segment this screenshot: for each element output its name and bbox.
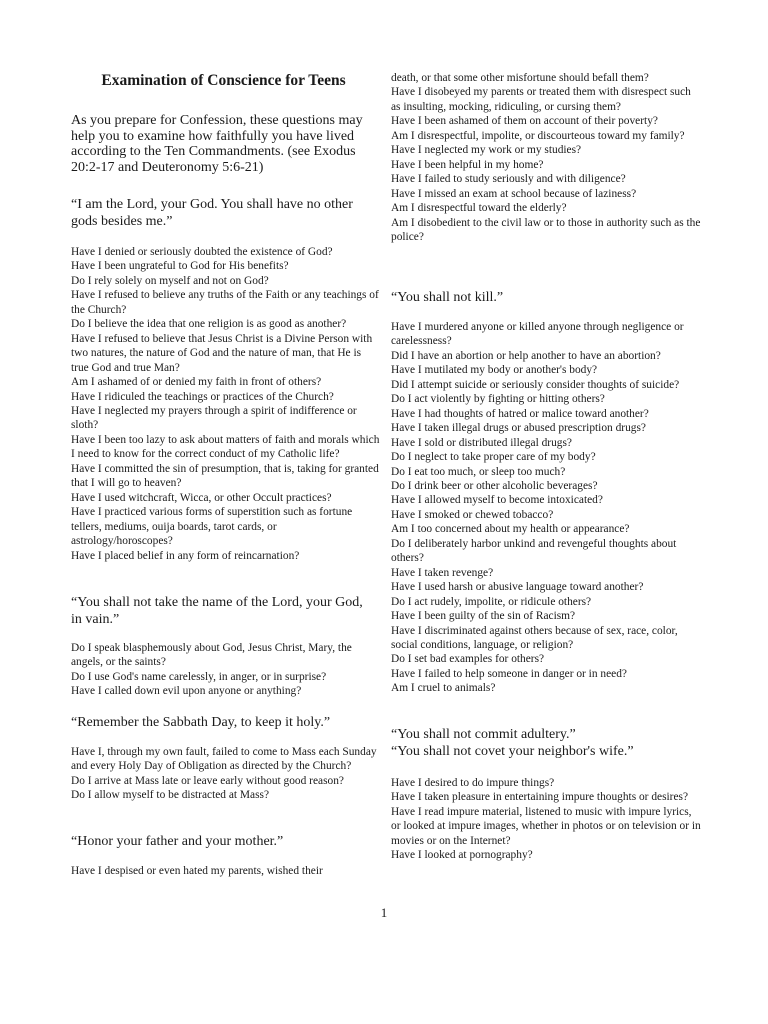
commandment-1-heading: “I am the Lord, your God. You shall have no other gods besides me.”	[71, 197, 353, 229]
page-number: 1	[380, 905, 388, 920]
question-item: Have I allowed myself to become intoxicated?	[391, 494, 603, 507]
question-item: Do I set bad examples for others?	[391, 653, 545, 666]
question-item: Am I disrespectful, impolite, or discourteous toward my family?	[391, 129, 685, 142]
question-item: Have I refused to believe any truths of the Faith or any teachings of the Church?	[71, 289, 379, 316]
question-item: Have I used witchcraft, Wicca, or other Occult practices?	[71, 491, 332, 504]
question-item: Have I mutilated my body or another's body?	[391, 364, 598, 377]
question-item: Do I arrive at Mass late or leave early without good reason?	[71, 774, 344, 787]
question-item: Have I committed the sin of presumption, that is, taking for granted that I will go to heaven?	[71, 462, 379, 490]
commandment-3-questions	[71, 745, 381, 803]
question-item: Have I failed to help someone in danger or in need?	[391, 667, 627, 680]
question-item: Do I deliberately harbor unkind and revengeful thoughts about others?	[391, 537, 677, 565]
question-item: Have I denied or seriously doubted the existence of God?	[71, 246, 333, 258]
question-item: Have I taken revenge?	[391, 566, 494, 579]
question-item: Have I read impure material, listened to music with impure lyrics, or looked at impure images, whether in photos or on television or in movies or on the Internet?	[391, 805, 701, 847]
question-item: Have I practiced various forms of superstition such as fortune tellers, mediums, ouija boards, tarot cards, or astrology/horoscopes?	[71, 506, 353, 548]
question-item: Have I desired to do impure things?	[391, 777, 555, 789]
question-item: death, or that some other misfortune should befall them?	[391, 72, 649, 84]
question-item: Am I disobedient to the civil law or to those in authority such as the police?	[391, 216, 701, 243]
question-item: Have I despised or even hated my parents, wished their	[71, 865, 323, 877]
question-item: Have I used harsh or abusive language toward another?	[391, 581, 644, 594]
question-item: Do I drink beer or other alcoholic beverages?	[391, 479, 598, 492]
commandment-4-questions-part1	[71, 864, 381, 878]
question-item: Have I neglected my work or my studies?	[391, 144, 582, 157]
question-item: Did I attempt suicide or seriously consider thoughts of suicide?	[391, 378, 680, 391]
commandment-4-heading: “Honor your father and your mother.”	[71, 834, 284, 849]
question-item: Have I been ungrateful to God for His benefits?	[71, 260, 289, 273]
question-item: Have I been guilty of the sin of Racism?	[391, 610, 576, 623]
question-item: Have I missed an exam at school because of laziness?	[391, 187, 637, 200]
question-item: Am I too concerned about my health or appearance?	[391, 523, 630, 536]
intro-paragraph: As you prepare for Confession, these questions may help you to examine how faithfully you have lived according to the Ten Commandments. (see Exodus 20:2-17 and Deuteronomy 5:6-21)	[71, 113, 363, 175]
question-item: Am I disrespectful toward the elderly?	[391, 202, 567, 215]
page-title: Examination of Conscience for Teens	[101, 72, 346, 89]
question-item: Have I, through my own fault, failed to come to Mass each Sunday and every Holy Day of Obligation as directed by the Church?	[71, 746, 377, 773]
question-item: Do I eat too much, or sleep too much?	[391, 465, 566, 478]
commandment-9-heading: “You shall not covet your neighbor's wife.”	[391, 744, 634, 759]
question-item: Am I ashamed of or denied my faith in front of others?	[71, 376, 322, 389]
question-item: Do I act violently by fighting or hitting others?	[391, 393, 605, 406]
commandment-6-heading: “You shall not commit adultery.”	[391, 727, 576, 742]
commandment-6-9-questions	[391, 776, 701, 863]
question-item: Have I been ashamed of them on account of their poverty?	[391, 115, 658, 128]
commandment-2-heading: “You shall not take the name of the Lord, your God, in vain.”	[71, 595, 363, 627]
commandment-1-questions	[71, 245, 381, 563]
question-item: Have I looked at pornography?	[391, 849, 533, 862]
question-item: Am I cruel to animals?	[391, 682, 496, 695]
question-item: Have I smoked or chewed tobacco?	[391, 508, 554, 521]
question-item: Have I taken pleasure in entertaining impure thoughts or desires?	[391, 791, 689, 804]
question-item: Have I refused to believe that Jesus Christ is a Divine Person with two natures, the nature of God and the nature of man, that He is true God and true Man?	[71, 332, 373, 374]
commandment-2-questions	[71, 641, 381, 699]
question-item: Have I called down evil upon anyone or anything?	[71, 685, 302, 698]
commandment-5-questions	[391, 320, 701, 696]
question-item: Do I speak blasphemously about God, Jesus Christ, Mary, the angels, or the saints?	[71, 642, 352, 669]
question-item: Have I discriminated against others because of sex, race, color, social conditions, language, or religion?	[391, 624, 678, 651]
question-item: Do I act rudely, impolite, or ridicule others?	[391, 595, 592, 608]
question-item: Have I placed belief in any form of reincarnation?	[71, 549, 300, 562]
question-item: Have I taken illegal drugs or abused prescription drugs?	[391, 422, 646, 435]
question-item: Have I murdered anyone or killed anyone through negligence or carelessness?	[391, 321, 684, 348]
question-item: Do I allow myself to be distracted at Mass?	[71, 789, 270, 802]
question-item: Have I been helpful in my home?	[391, 158, 544, 171]
commandment-3-heading: “Remember the Sabbath Day, to keep it holy.”	[71, 715, 331, 730]
question-item: Do I use God's name carelessly, in anger, or in surprise?	[71, 670, 327, 683]
question-item: Have I been too lazy to ask about matters of faith and morals which I need to know for the correct conduct of my Catholic life?	[71, 433, 380, 461]
question-item: Did I have an abortion or help another to have an abortion?	[391, 349, 661, 362]
commandment-5-heading: “You shall not kill.”	[391, 290, 504, 305]
question-item: Have I failed to study seriously and with diligence?	[391, 173, 626, 186]
question-item: Have I disobeyed my parents or treated them with disrespect such as insulting, mocking, ridiculing, or cursing them?	[391, 86, 691, 113]
commandment-4-questions-part2	[391, 71, 701, 244]
question-item: Have I ridiculed the teachings or practices of the Church?	[71, 390, 334, 403]
question-item: Have I neglected my prayers through a spirit of indifference or sloth?	[71, 404, 357, 432]
question-item: Do I neglect to take proper care of my body?	[391, 451, 596, 464]
question-item: Have I sold or distributed illegal drugs?	[391, 436, 572, 449]
question-item: Have I had thoughts of hatred or malice toward another?	[391, 407, 649, 420]
question-item: Do I rely solely on myself and not on God?	[71, 274, 269, 287]
question-item: Do I believe the idea that one religion is as good as another?	[71, 318, 347, 331]
